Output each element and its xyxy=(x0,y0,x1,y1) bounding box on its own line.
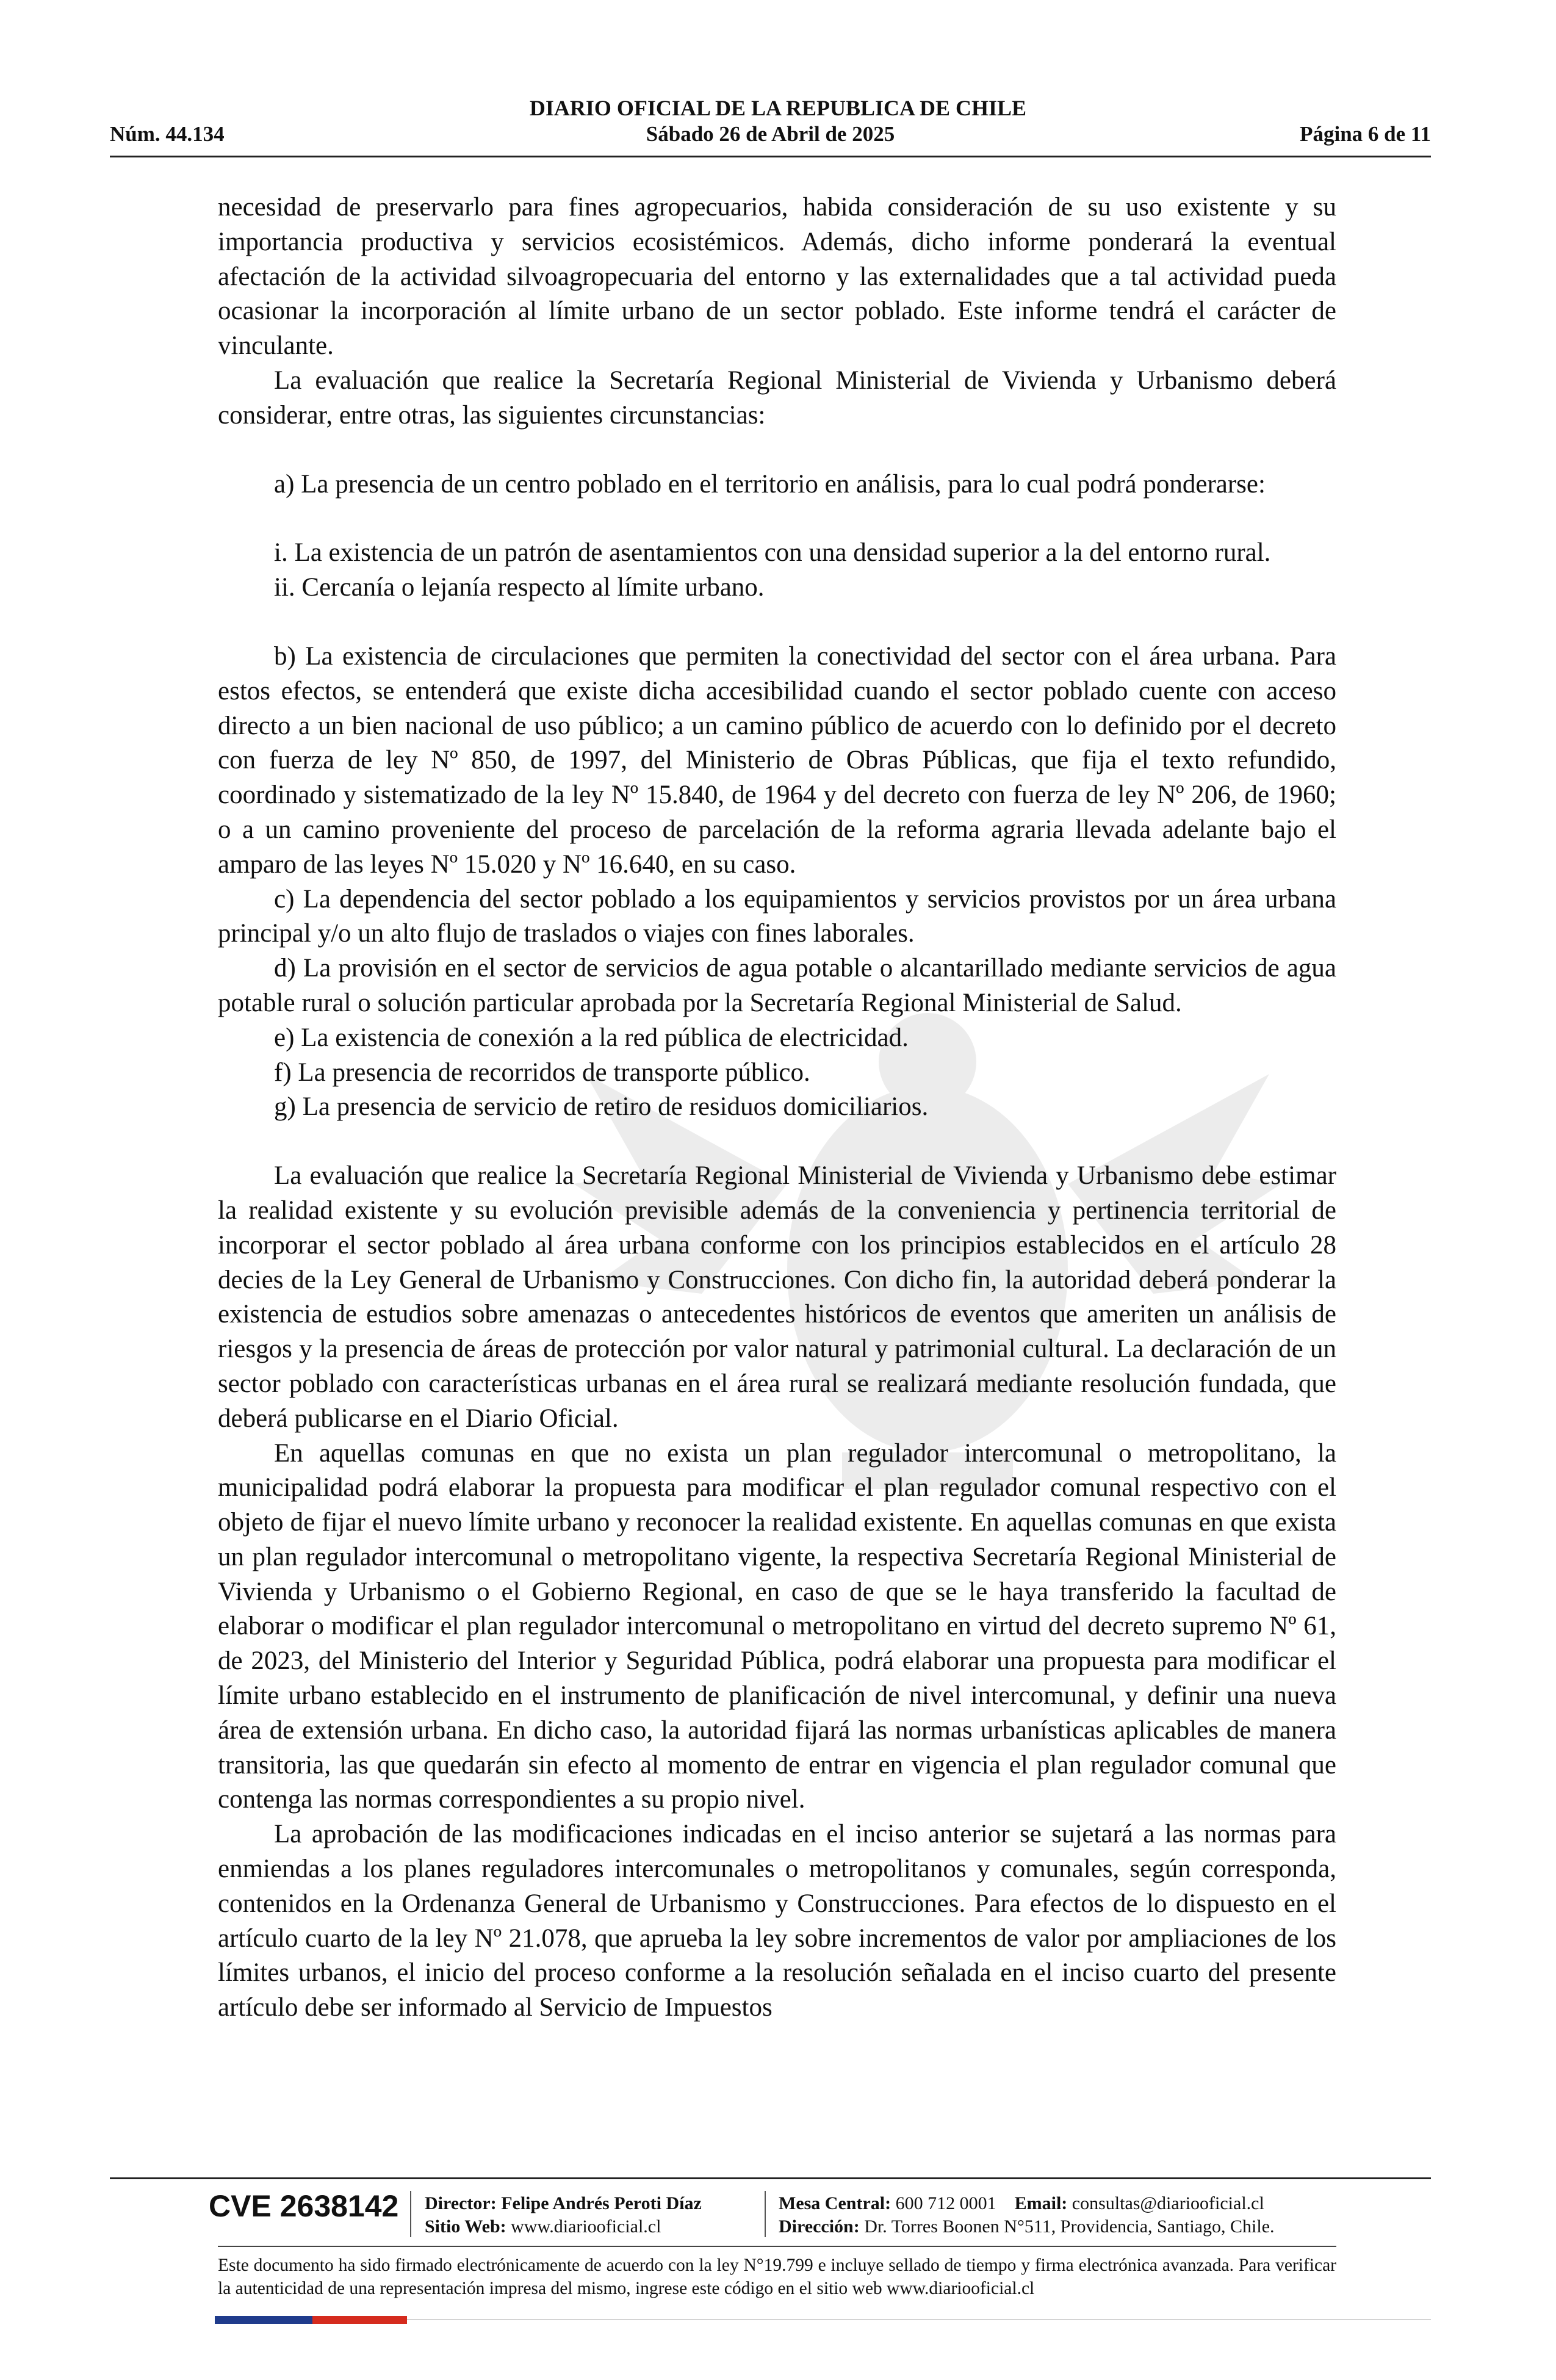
header-row xyxy=(110,122,1431,153)
email-link[interactable]: consultas@diariooficial.cl xyxy=(1072,2193,1264,2213)
director-label: Director: xyxy=(425,2193,497,2213)
paragraph-1: necesidad de preservarlo para fines agropecuarios, habida consideración de su uso existente y su importancia productiva y servicios ecosistémicos. Además, dicho informe ponderará la eventual afectación de la actividad silvoagropecuaria del entorno y las externalidades que a tal actividad pueda ocasionar la incorporación al límite urbano de un sector poblado. Este informe tendrá el carácter de vinculante. xyxy=(218,193,1336,361)
paragraph-3: La evaluación que realice la Secretaría Regional Ministerial de Vivienda y Urbanismo debe estimar la realidad existente y su evolución previsible además de la conveniencia y pertinencia territorial de incorporar el sector poblado al área urbana conforme con los principios establecidos en el artículo 28 decies de la Ley General de Urbanismo y Construcciones. Con dicho fin, la autoridad deberá ponderar la existencia de estudios sobre amenazas o antecedentes históricos de eventos que ameriten un análisis de riesgos y la presencia de áreas de protección por valor natural y patrimonial cultural. La declaración de un sector poblado con características urbanas en el área rural se realizará mediante resolución fundada, que deberá publicarse en el Diario Oficial. xyxy=(218,1161,1336,1433)
footer-separator xyxy=(765,2191,766,2237)
flag-red-bar xyxy=(312,2316,407,2324)
newspaper-title: DIARIO OFICIAL DE LA REPUBLICA DE CHILE xyxy=(529,96,1027,120)
footer-director-block xyxy=(425,2192,702,2238)
flag-stripe xyxy=(215,2316,407,2324)
header-divider xyxy=(110,156,1431,157)
legal-notice: Este documento ha sido firmado electrónicamente de acuerdo con la ley N°19.799 e incluye sellado de tiempo y firma electrónica avanzada. Para verificar la autenticidad de una representación impresa del mismo, ingrese este código en el sitio web www.diariooficial.cl xyxy=(218,2256,1336,2298)
cve-code: CVE 2638142 xyxy=(209,2189,399,2223)
footer-divider-secondary xyxy=(218,2246,1336,2247)
footer-contact-block xyxy=(779,2192,1275,2238)
footer-separator xyxy=(410,2191,411,2237)
item-ii: ii. Cercanía o lejanía respecto al límite urbano. xyxy=(274,573,765,602)
item-d: d) La provisión en el sector de servicios de agua potable o alcantarillado mediante servicios de agua potable rural o solución particular aprobada por la Secretaría Regional Ministerial de Salud. xyxy=(218,954,1336,1017)
item-i: i. La existencia de un patrón de asentamientos con una densidad superior a la del entorno rural. xyxy=(274,538,1271,568)
website-label: Sitio Web: xyxy=(425,2216,506,2237)
flag-blue-bar xyxy=(215,2316,312,2324)
item-e: e) La existencia de conexión a la red pública de electricidad. xyxy=(274,1023,909,1052)
website-link[interactable]: www.diariooficial.cl xyxy=(511,2216,661,2237)
issue-date: Sábado 26 de Abril de 2025 xyxy=(646,122,895,146)
document-body xyxy=(218,190,1336,2025)
item-a: a) La presencia de un centro poblado en el territorio en análisis, para lo cual podrá ponderarse: xyxy=(274,469,1266,499)
page-indicator: Página 6 de 11 xyxy=(1300,122,1431,146)
mesa-phone: 600 712 0001 xyxy=(895,2193,996,2213)
paragraph-5: La aprobación de las modificaciones indicadas en el inciso anterior se sujetará a las normas para enmiendas a los planes reguladores intercomunales o metropolitanos y comunales, según corresponda, contenidos en la Ordenanza General de Urbanismo y Construcciones. Para efectos de lo dispuesto en el artículo cuarto de la ley Nº 21.078, que aprueba la ley sobre incrementos de valor por ampliaciones de los límites urbanos, el inicio del proceso conforme a la resolución señalada en el inciso cuarto del presente artículo debe ser informado al Servicio de Impuestos xyxy=(218,1820,1336,2022)
address-value: Dr. Torres Boonen N°511, Providencia, Santiago, Chile. xyxy=(864,2216,1275,2237)
paragraph-2: La evaluación que realice la Secretaría Regional Ministerial de Vivienda y Urbanismo deberá considerar, entre otras, las siguientes circunstancias: xyxy=(218,366,1336,430)
mesa-label: Mesa Central: xyxy=(779,2193,891,2213)
item-f: f) La presencia de recorridos de transporte público. xyxy=(274,1058,810,1087)
address-label: Dirección: xyxy=(779,2216,860,2237)
footer-divider xyxy=(110,2177,1431,2179)
email-label: Email: xyxy=(1014,2193,1068,2213)
paragraph-4: En aquellas comunas en que no exista un plan regulador intercomunal o metropolitano, la municipalidad podrá elaborar la propuesta para modificar el plan regulador comunal respectivo con el objeto de fijar el nuevo límite urbano y reconocer la realidad existente. En aquellas comunas en que exista un plan regulador intercomunal o metropolitano vigente, la respectiva Secretaría Regional Ministerial de Vivienda y Urbanismo o el Gobierno Regional, en caso de que se le haya transferido la facultad de elaborar o modificar el plan regulador intercomunal o metropolitano en virtud del decreto supremo Nº 61, de 2023, del Ministerio del Interior y Seguridad Pública, podrá elaborar una propuesta para modificar el límite urbano establecido en el instrumento de planificación de nivel intercomunal, y definir una nueva área de extensión urbana. En dicho caso, la autoridad fijará las normas urbanísticas aplicables de manera transitoria, las que quedarán sin efecto al momento de entrar en vigencia el plan regulador comunal que contenga las normas correspondientes a su propio nivel. xyxy=(218,1438,1336,1814)
director-name: Felipe Andrés Peroti Díaz xyxy=(501,2193,702,2213)
item-c: c) La dependencia del sector poblado a los equipamientos y servicios provistos por un área urbana principal y/o un alto flujo de traslados o viajes con fines laborales. xyxy=(218,884,1336,948)
issue-number: Núm. 44.134 xyxy=(110,122,225,146)
item-b: b) La existencia de circulaciones que permiten la conectividad del sector con el área urbana. Para estos efectos, se entenderá que existe dicha accesibilidad cuando el sector poblado cuente con acceso directo a un bien nacional de uso público; a un camino público de acuerdo con lo definido por el decreto con fuerza de ley Nº 850, de 1997, del Ministerio de Obras Públicas, que fija el texto refundido, coordinado y sistematizado de la ley Nº 15.840, de 1964 y del decreto con fuerza de ley Nº 206, de 1960; o a un camino proveniente del proceso de parcelación de la reforma agraria llevada adelante bajo el amparo de las leyes Nº 15.020 y Nº 16.640, en su caso. xyxy=(218,641,1336,879)
item-g: g) La presencia de servicio de retiro de residuos domiciliarios. xyxy=(274,1092,929,1122)
